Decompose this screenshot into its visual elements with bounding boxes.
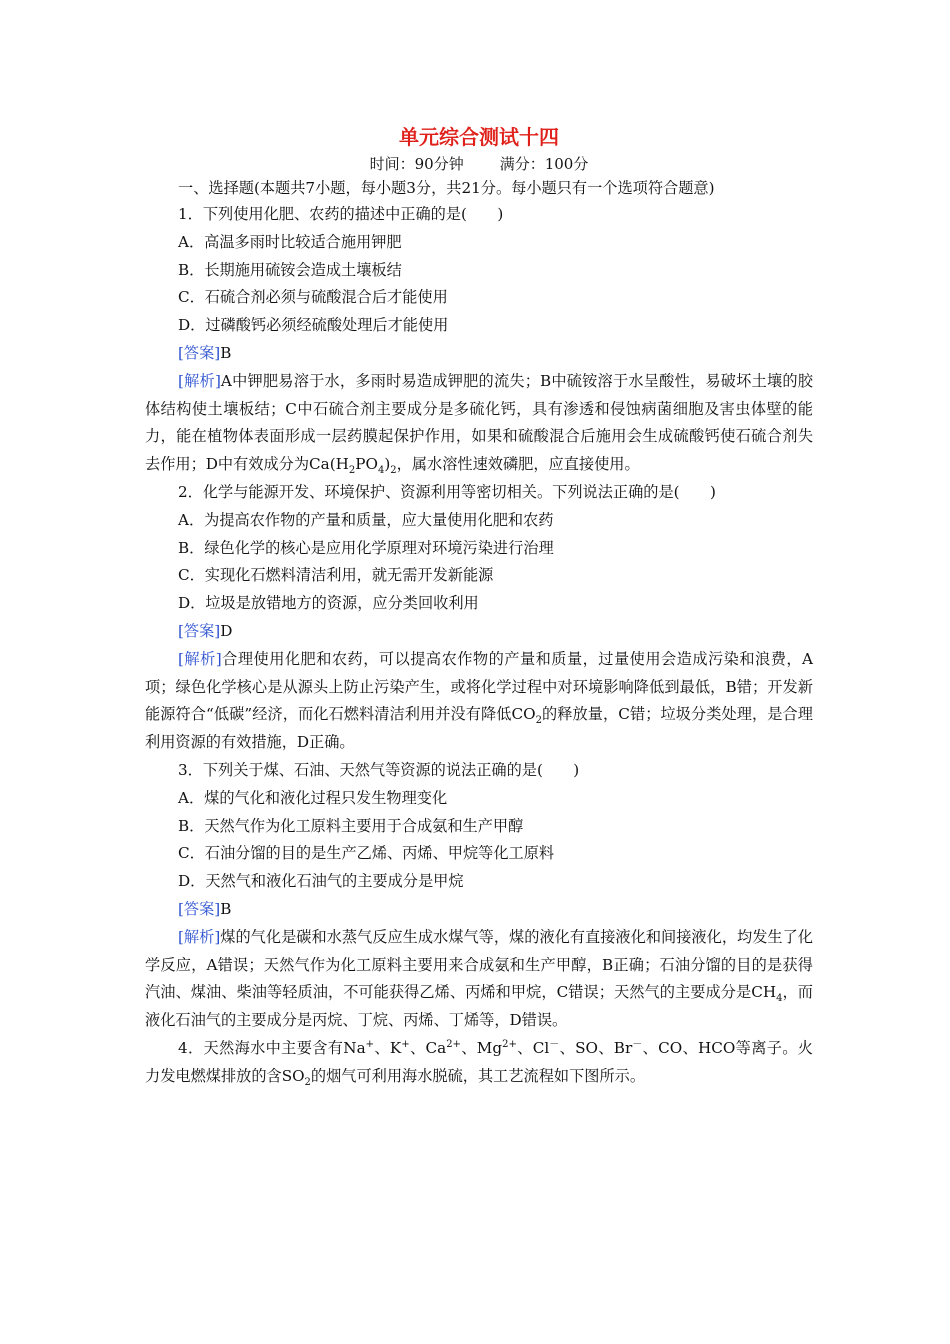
option: B．绿色化学的核心是应用化学原理对环境污染进行治理 <box>178 538 554 557</box>
subscript: 2 <box>304 1076 311 1088</box>
analysis-text: 的释放量，C错；垃圾分类处理，是合理利用资源的有效措施，D正确。 <box>145 705 813 752</box>
answer-tag: [答案] <box>178 343 221 362</box>
option: C．石油分馏的目的是生产乙烯、丙烯、甲烷等化工原料 <box>178 844 555 863</box>
superscript: － <box>632 1038 643 1050</box>
section-heading: 一、选择题(本题共7小题，每小题3分，共21分。每小题只有一个选项符合题意) <box>178 179 715 197</box>
document-content <box>145 122 813 1091</box>
question-stem <box>145 1035 813 1091</box>
time-limit: 时间：90分钟 <box>369 155 464 173</box>
analysis-paragraph <box>145 368 813 479</box>
option: A．煤的气化和液化过程只发生物理变化 <box>178 788 448 807</box>
superscript: 2+ <box>502 1038 517 1050</box>
option: B．天然气作为化工原料主要用于合成氨和生产甲醇 <box>178 816 524 835</box>
analysis-text: ，属水溶性速效磷肥，应直接使用。 <box>396 455 640 474</box>
stem-text: 、Cl <box>516 1038 550 1057</box>
analysis-text: 煤的气化是碳和水蒸气反应生成水煤气等，煤的液化有直接液化和间接液化，均发生了化学反应，A错误；天然气作为化工原料主要用来合成氨和生产甲醇，B正确；石油分馏的目的是获得汽油、煤油、柴油等轻质油，不可能获得乙烯、丙烯和甲烷，C错误；天然气的主要成分是CH <box>145 927 813 1002</box>
subscript: 4 <box>776 993 783 1005</box>
analysis-paragraph <box>145 924 813 1035</box>
subscript: 2 <box>390 465 397 477</box>
stem-text: 、Mg <box>460 1038 503 1057</box>
option: C．实现化石燃料清洁利用，就无需开发新能源 <box>178 566 494 585</box>
subscript: 2 <box>535 715 542 727</box>
stem-text: 4．天然海水中主要含有Na <box>178 1038 366 1057</box>
option: A．为提高农作物的产量和质量，应大量使用化肥和农药 <box>178 510 554 529</box>
question-stem: 1．下列使用化肥、农药的描述中正确的是( ) <box>178 205 504 223</box>
superscript: + <box>401 1038 410 1050</box>
superscript: － <box>549 1038 560 1050</box>
option: A．高温多雨时比较适合施用钾肥 <box>178 232 402 251</box>
analysis-text: 合理使用化肥和农药，可以提高农作物的产量和质量，过量使用会造成污染和浪费，A项；绿色化学核心是从源头上防止污染产生，或将化学过程中对环境影响降低到最低，B错；开发新能源符合“低碳”经济，而化石燃料清洁利用并没有降低CO <box>145 649 813 724</box>
analysis-text: ) <box>384 455 391 474</box>
analysis-paragraph <box>145 646 813 757</box>
analysis-text: ，而液化石油气的主要成分是丙烷、丁烷、丙烯、丁烯等，D错误。 <box>145 983 813 1030</box>
stem-text: 的烟气可利用海水脱硫，其工艺流程如下图所示。 <box>310 1066 646 1085</box>
stem-text: 、SO、Br <box>559 1038 633 1057</box>
analysis-text: PO <box>355 455 378 474</box>
stem-text: 、Ca <box>409 1038 447 1057</box>
answer-tag: [答案] <box>178 899 221 918</box>
stem-text: 、K <box>374 1038 402 1057</box>
analysis-tag: [解析] <box>178 649 222 668</box>
option: D．过磷酸钙必须经硫酸处理后才能使用 <box>178 316 449 335</box>
superscript: 2+ <box>446 1038 461 1050</box>
option: D．天然气和液化石油气的主要成分是甲烷 <box>178 872 464 891</box>
option: D．垃圾是放错地方的资源，应分类回收利用 <box>178 594 479 613</box>
subscript: 4 <box>377 465 385 477</box>
answer-value: B <box>220 343 232 362</box>
superscript: + <box>365 1038 375 1050</box>
analysis-text: A中钾肥易溶于水，多雨时易造成钾肥的流失；B中硫铵溶于水呈酸性，易破坏土壤的胶体结构使土壤板结；C中石硫合剂主要成分是多硫化钙，具有渗透和侵蚀病菌细胞及害虫体壁的能力，能在植物体表面形成一层药膜起保护作用，如果和硫酸混合后施用会生成硫酸钙使石硫合剂失去作用；D中有效成分为Ca(H <box>145 371 813 474</box>
analysis-tag: [解析] <box>178 927 221 946</box>
option: B．长期施用硫铵会造成土壤板结 <box>178 260 402 279</box>
question-stem: 2．化学与能源开发、环境保护、资源利用等密切相关。下列说法正确的是( ) <box>178 482 716 501</box>
option: C．石硫合剂必须与硫酸混合后才能使用 <box>178 288 448 307</box>
stem-text: 、CO、HCO等离子。火力发电燃煤排放的含SO <box>145 1038 813 1085</box>
analysis-tag: [解析] <box>178 371 221 390</box>
full-score: 满分：100分 <box>499 155 589 173</box>
answer-value: D <box>220 621 233 640</box>
subscript: 2 <box>348 465 356 477</box>
question-stem: 3．下列关于煤、石油、天然气等资源的说法正确的是( ) <box>178 760 580 779</box>
answer-tag: [答案] <box>178 621 221 640</box>
answer-value: B <box>220 899 232 918</box>
answer-line <box>145 340 813 368</box>
answer-line <box>145 896 813 924</box>
answer-line <box>145 618 813 646</box>
page-title: 单元综合测试十四 <box>399 125 559 149</box>
exam-meta <box>145 152 813 176</box>
